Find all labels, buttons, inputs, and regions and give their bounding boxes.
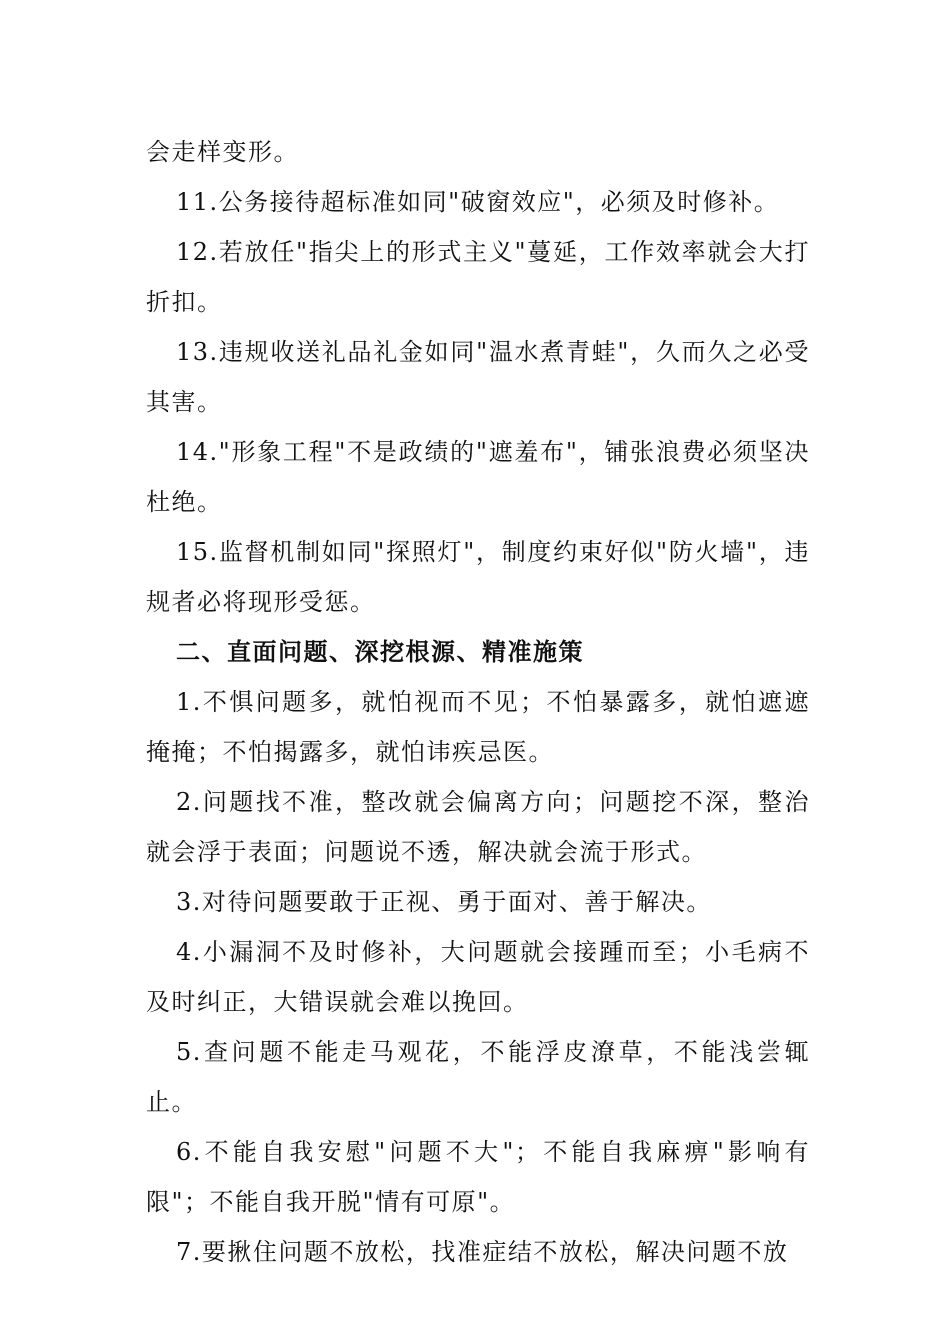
list-item-15: 15.监督机制如同"探照灯"，制度约束好似"防火墙"，违规者必将现形受惩。 — [146, 538, 810, 616]
list-item-6: 6.不能自我安慰"问题不大"；不能自我麻痹"影响有限"；不能自我开脱"情有可原"。 — [146, 1138, 810, 1216]
list-item-3: 3.对待问题要敢于正视、勇于面对、善于解决。 — [176, 888, 712, 916]
continuation-paragraph: 会走样变形。 — [146, 138, 299, 166]
list-item-4: 4.小漏洞不及时修补，大问题就会接踵而至；小毛病不及时纠正，大错误就会难以挽回。 — [146, 938, 810, 1016]
list-item-5: 5.查问题不能走马观花，不能浮皮潦草，不能浅尝辄止。 — [146, 1038, 810, 1116]
list-item-1: 1.不惧问题多，就怕视而不见；不怕暴露多，就怕遮遮掩掩；不怕揭露多，就怕讳疾忌医。 — [146, 688, 810, 766]
list-item-11: 11.公务接待超标准如同"破窗效应"，必须及时修补。 — [176, 188, 780, 216]
list-item-14: 14."形象工程"不是政绩的"遮羞布"，铺张浪费必须坚决杜绝。 — [146, 438, 810, 516]
document-body — [146, 127, 810, 1277]
list-item-7: 7.要揪住问题不放松，找准症结不放松，解决问题不放 — [176, 1238, 789, 1266]
list-item-12: 12.若放任"指尖上的形式主义"蔓延，工作效率就会大打折扣。 — [146, 238, 810, 316]
list-item-13: 13.违规收送礼品礼金如同"温水煮青蛙"，久而久之必受其害。 — [146, 338, 810, 416]
section-heading: 二、直面问题、深挖根源、精准施策 — [176, 638, 584, 666]
list-item-2: 2.问题找不准，整改就会偏离方向；问题挖不深，整治就会浮于表面；问题说不透，解决就会流于形式。 — [146, 788, 810, 866]
